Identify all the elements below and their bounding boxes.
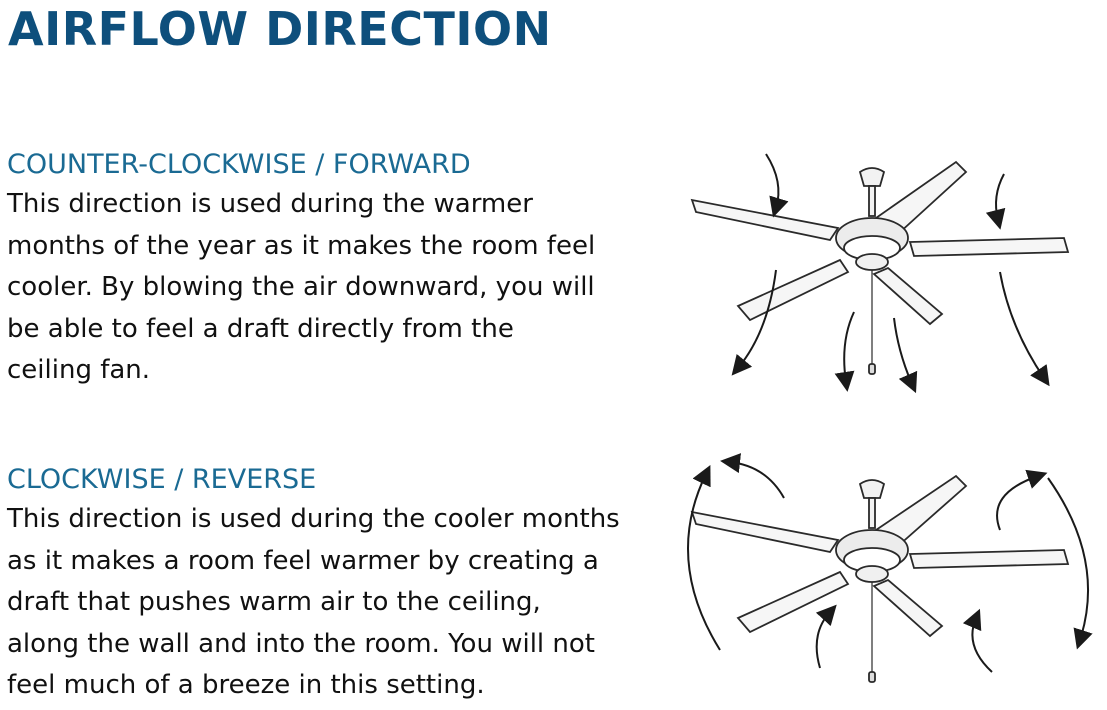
description-line: feel much of a breeze in this setting.	[7, 670, 485, 700]
description-line: be able to feel a draft directly from the	[7, 313, 514, 344]
description-line: along the wall and into the room. You will not	[7, 628, 595, 659]
description-line: draft that pushes warm air to the ceiling,	[7, 587, 541, 617]
fan-illustration-forward	[660, 142, 1100, 402]
description-line: ceiling fan.	[7, 355, 151, 385]
description-line: months of the year as it makes the room feel	[7, 230, 596, 261]
ceiling-fan-updraft-icon	[660, 450, 1100, 710]
clockwise-section	[7, 461, 647, 707]
counter-clockwise-section	[7, 146, 647, 392]
page-title: AIRFLOW DIRECTION	[8, 2, 552, 56]
description-line: cooler. By blowing the air downward, you will	[7, 272, 595, 302]
fan-illustration-reverse	[660, 450, 1100, 710]
clockwise-heading: CLOCKWISE / REVERSE	[7, 464, 317, 495]
counter-clockwise-heading: COUNTER-CLOCKWISE / FORWARD	[7, 149, 471, 180]
description-line: This direction is used during the warmer	[7, 189, 533, 219]
ceiling-fan-downdraft-icon	[660, 142, 1100, 402]
description-line: as it makes a room feel warmer by creating a	[7, 545, 599, 576]
description-line: This direction is used during the cooler months	[7, 504, 620, 534]
